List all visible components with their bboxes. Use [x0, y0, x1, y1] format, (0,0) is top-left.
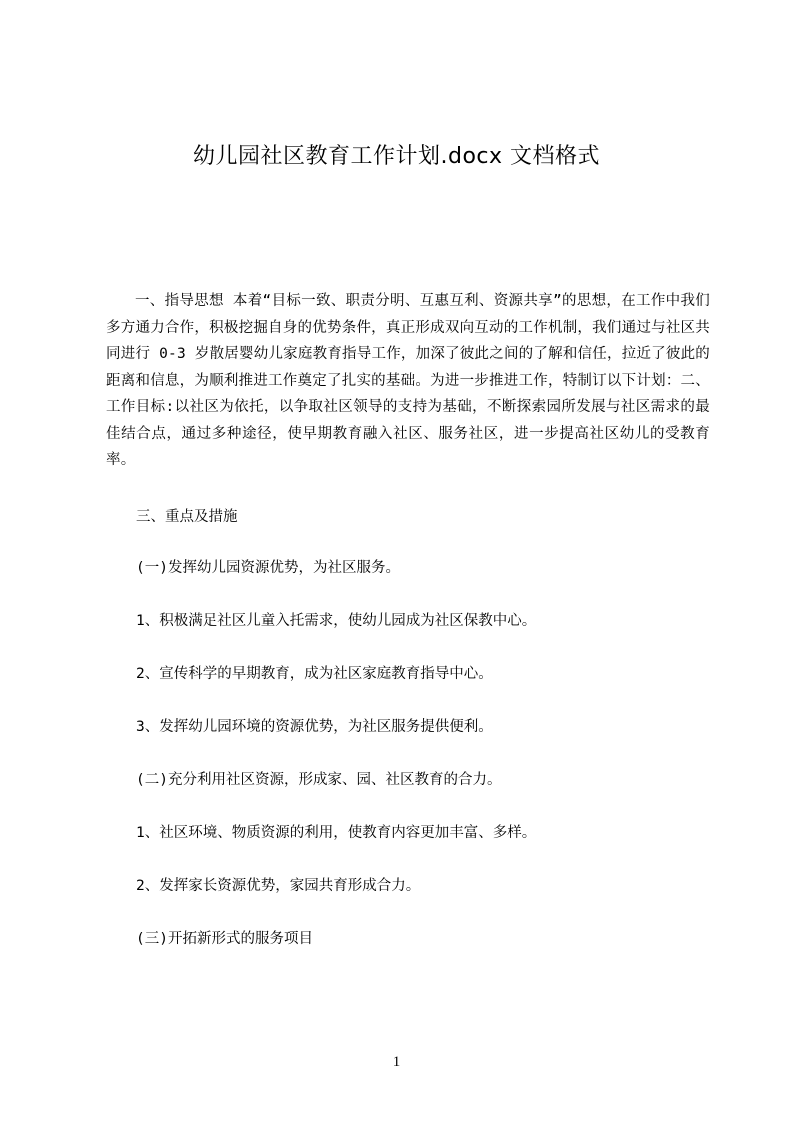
list-item: 3、发挥幼儿园环境的资源优势，为社区服务提供便利。	[136, 719, 493, 735]
section-heading-measures: 三、重点及措施	[136, 509, 238, 525]
list-item: 1、社区环境、物质资源的利用，使教育内容更加丰富、多样。	[136, 825, 537, 841]
subsection-heading-3: (三)开拓新形式的服务项目	[136, 931, 313, 947]
page-number: 1	[392, 1054, 401, 1070]
subsection-heading-1: (一)发挥幼儿园资源优势，为社区服务。	[136, 560, 400, 576]
list-item: 2、发挥家长资源优势，家园共育形成合力。	[136, 878, 421, 894]
intro-paragraph: 一、指导思想 本着“目标一致、职责分明、互惠互利、资源共享”的思想，在工作中我们多方通力合作，积极挖掘自身的优势条件，真正形成双向互动的工作机制，我们通过与社区共同进行 0-3 岁散居婴幼儿家庭教育指导工作，加深了彼此之间的了解和信任，拉近了彼此的距离和信息，为顺利推进工作奠定了扎实的基础。为进一步推进工作，特制订以下计划：二、工作目标:以社区为依托，以争取社区领导的支持为基础，不断探索园所发展与社区需求的最佳结合点，通过多种途径，使早期教育融入社区、服务社区，进一步提高社区幼儿的受教育率。	[106, 293, 710, 468]
list-item: 1、积极满足社区儿童入托需求，使幼儿园成为社区保教中心。	[136, 613, 537, 629]
document-title: 幼儿园社区教育工作计划.docx 文档格式	[192, 144, 601, 169]
subsection-heading-2: (二)充分利用社区资源，形成家、园、社区教育的合力。	[136, 772, 502, 788]
list-item: 2、宣传科学的早期教育，成为社区家庭教育指导中心。	[136, 666, 493, 682]
